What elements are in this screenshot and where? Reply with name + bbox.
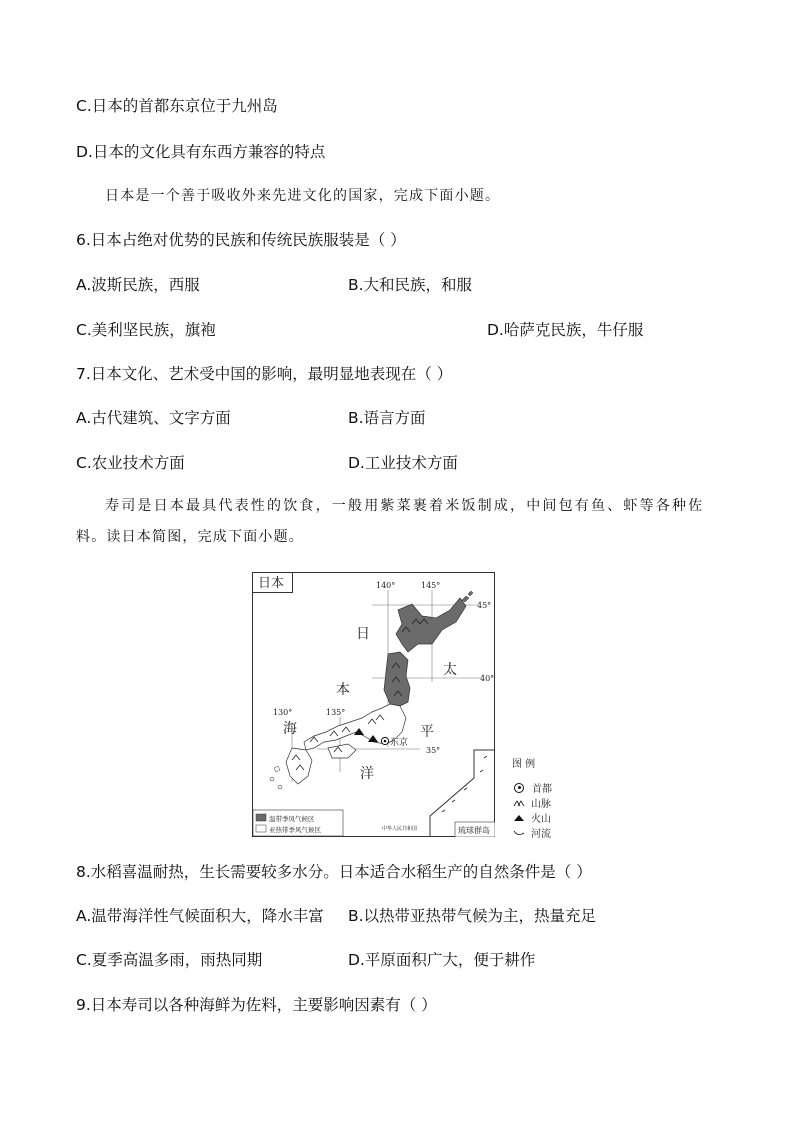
sea-label-2: 本 — [336, 682, 350, 698]
q8-option-d: D.平原面积广大，便于耕作 — [348, 951, 536, 969]
question-9: 9.日本寿司以各种海鲜为佐料，主要影响因素有（ ） — [76, 996, 437, 1014]
capital-label: 东京 — [390, 738, 409, 748]
mountain-key-label: 山脉 — [531, 799, 551, 810]
capital-key-label: 首都 — [532, 784, 552, 795]
intro-paragraph-2-line-2: 料。读日本简图，完成下面小题。 — [76, 529, 304, 545]
map-key-title: 图 例 — [512, 759, 536, 770]
volcano-key-icon — [513, 814, 525, 822]
lon-130: 130° — [273, 708, 293, 717]
q6-option-d: D.哈萨克民族，牛仔服 — [487, 321, 644, 339]
ocean-label-3: 洋 — [360, 766, 374, 782]
ocean-label-2: 平 — [420, 724, 434, 740]
ocean-label-1: 太 — [443, 662, 457, 678]
q6-option-b: B.大和民族，和服 — [348, 276, 473, 294]
q8-option-a: A.温带海洋性气候面积大，降水丰富 — [76, 907, 324, 925]
q7-option-b: B.语言方面 — [348, 409, 426, 427]
q6-option-c: C.美利坚民族，旗袍 — [76, 321, 216, 339]
mountain-key-icon — [513, 799, 525, 807]
q8-option-c: C.夏季高温多雨，雨热同期 — [76, 951, 263, 969]
capital-key-icon — [514, 783, 524, 793]
map-title: 日本 — [258, 576, 285, 591]
lat-45: 45° — [477, 601, 492, 610]
volcano-key-label: 火山 — [531, 814, 551, 825]
lat-40: 40° — [480, 674, 495, 683]
question-8: 8.水稻喜温耐热，生长需要较多水分。日本适合水稻生产的自然条件是（ ） — [76, 863, 592, 881]
lon-140: 140° — [376, 581, 396, 590]
japan-map — [252, 572, 495, 837]
question-7: 7.日本文化、艺术受中国的影响，最明显地表现在（ ） — [76, 365, 453, 383]
intro-paragraph-2-line-1: 寿司是日本最具代表性的饮食，一般用紫菜裹着米饭制成，中间包有鱼、虾等各种佐 — [105, 498, 705, 514]
north-honshu-temperate — [384, 652, 410, 706]
map-key — [512, 755, 572, 840]
lon-135: 135° — [326, 708, 346, 717]
q7-option-a: A.古代建筑、文字方面 — [76, 409, 231, 427]
lat-35: 35° — [426, 746, 441, 755]
river-key-label: 河流 — [531, 829, 551, 840]
sea-label-3: 海 — [283, 721, 297, 737]
q6-option-a: A.波斯民族，西服 — [76, 276, 200, 294]
subtropical-label: 亚热带季风气候区 — [269, 826, 321, 834]
lon-145: 145° — [421, 581, 441, 590]
subtropical-swatch — [256, 825, 266, 832]
temperate-swatch — [256, 814, 266, 821]
river-key-icon — [513, 829, 525, 837]
sea-label-1: 日 — [356, 626, 370, 642]
inset-label: 琉球群岛 — [458, 826, 490, 835]
q7-option-d: D.工业技术方面 — [348, 454, 458, 472]
temperate-label: 温带季风气候区 — [269, 815, 315, 823]
option-d-q5: D.日本的文化具有东西方兼容的特点 — [76, 143, 326, 161]
intro-paragraph-1: 日本是一个善于吸收外来先进文化的国家，完成下面小题。 — [105, 188, 501, 204]
option-c-q5: C.日本的首都东京位于九州岛 — [76, 97, 278, 115]
question-6: 6.日本占绝对优势的民族和传统民族服装是（ ） — [76, 231, 406, 249]
q8-option-b: B.以热带亚热带气候为主，热量充足 — [348, 907, 597, 925]
scale-text: 中华人民共和国 — [382, 826, 418, 832]
q7-option-c: C.农业技术方面 — [76, 454, 185, 472]
